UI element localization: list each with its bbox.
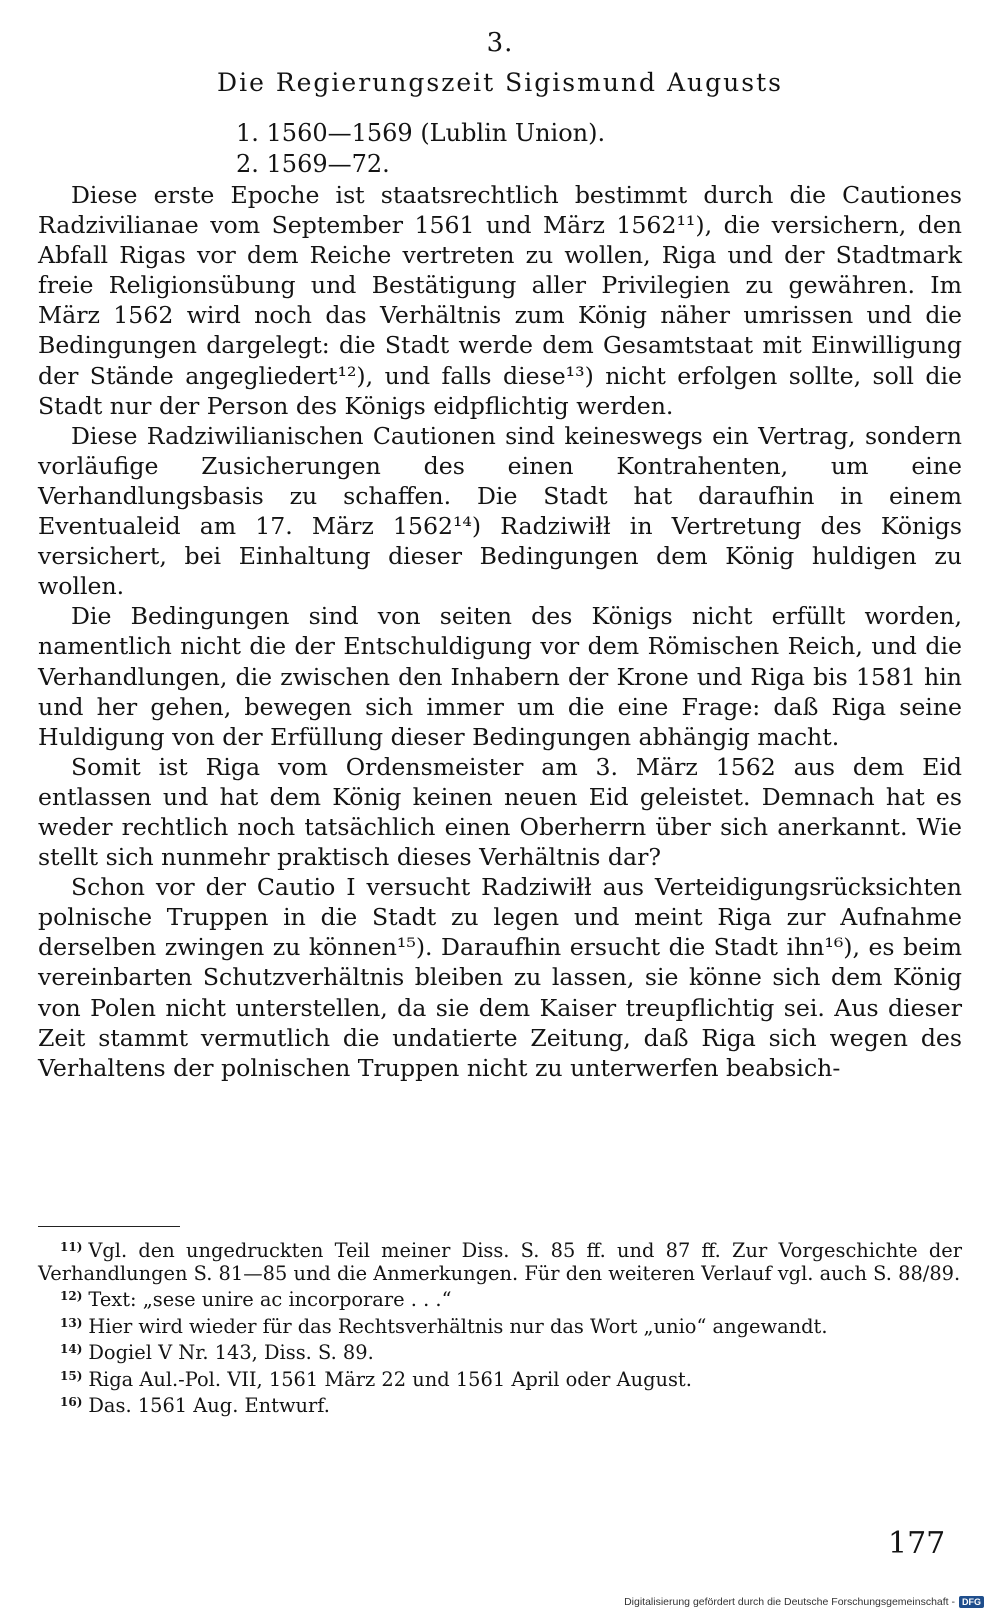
footnote-divider: [38, 1226, 180, 1227]
body-text: [38, 180, 962, 1083]
footnote-15: [38, 1365, 962, 1392]
footnote-text: Das. 1561 Aug. Entwurf.: [88, 1394, 330, 1417]
footnote-13: [38, 1312, 962, 1339]
footnote-mark: 15): [60, 1368, 83, 1383]
footnote-mark: 11): [60, 1240, 83, 1254]
paragraph-1: Diese erste Epoche ist staatsrechtlich bestimmt durch die Cautiones Radzivilianae vom September 1561 und März 1562¹¹), die versichern, den Abfall Rigas vor dem Reiche vertreten zu wollen, Riga und der Stadtmark freie Religionsübung und Bestätigung aller Privilegien zu gewähren. Im März 1562 wird noch das Verhältnis zum König näher umrissen und die Bedingungen dargelegt: die Stadt werde dem Gesamtstaat mit Einwilligung der Stände angegliedert¹²), und falls diese¹³) nicht erfolgen sollte, soll die Stadt nur der Person des Königs eidpflichtig werden.: [38, 181, 962, 420]
digitization-credit: [624, 1596, 984, 1608]
subheading-2: 2. 1569—72.: [236, 150, 390, 178]
chapter-title: Die Regierungszeit Sigismund Augusts: [217, 68, 783, 97]
subheadings: [236, 118, 836, 180]
page-number: 177: [888, 1526, 946, 1561]
paragraph-3: Die Bedingungen sind von seiten des Königs nicht erfüllt worden, namentlich nicht die der Entschuldigung vor dem Römischen Reich, und die Verhandlungen, die zwischen den Inhabern der Krone und Riga bis 1581 hin und her gehen, bewegen sich immer um die eine Frage: daß Riga seine Huldigung von der Erfüllung dieser Bedingungen abhängig macht.: [38, 602, 962, 751]
footnote-text: Hier wird wieder für das Rechtsverhältnis nur das Wort „unio“ angewandt.: [88, 1314, 828, 1338]
dfg-logo: DFG: [959, 1596, 984, 1608]
footnote-mark: 14): [60, 1342, 83, 1356]
footnotes: [38, 1236, 962, 1418]
footnote-text: Dogiel V Nr. 143, Diss. S. 89.: [88, 1341, 374, 1364]
footnote-14: [38, 1338, 962, 1365]
footnote-text: Riga Aul.-Pol. VII, 1561 März 22 und 1561 April oder August.: [88, 1367, 692, 1391]
subheading-1: 1. 1560—1569 (Lublin Union).: [236, 119, 606, 147]
paragraph-2: Diese Radziwilianischen Cautionen sind keineswegs ein Vertrag, sondern vorläufige Zusicherungen des einen Kontrahenten, um eine Verhandlungsbasis zu schaffen. Die Stadt hat daraufhin in einem Eventualeid am 17. März 1562¹⁴) Radziwiłł in Vertretung des Königs versichert, bei Einhaltung dieser Bedingungen dem König huldigen zu wollen.: [38, 421, 962, 601]
chapter-number: 3.: [486, 28, 514, 58]
footnote-12: [38, 1285, 962, 1312]
footnote-text: Vgl. den ungedruckten Teil meiner Diss. S. 85 ff. und 87 ff. Zur Vorgeschichte der Verhandlungen S. 81—85 und die Anmerkungen. Für den weiteren Verlauf vgl. auch S. 88/89.: [38, 1239, 962, 1285]
paragraph-4: Somit ist Riga vom Ordensmeister am 3. März 1562 aus dem Eid entlassen und hat dem König keinen neuen Eid geleistet. Demnach hat es weder rechtlich noch tatsächlich einen Oberherrn über sich anerkannt. Wie stellt sich nunmehr praktisch dieses Verhältnis dar?: [38, 752, 962, 872]
footnote-11: [38, 1236, 962, 1285]
footnote-text: Text: „sese unire ac incorporare . . .“: [88, 1288, 452, 1311]
footnote-mark: 13): [60, 1315, 83, 1330]
footnote-mark: 12): [60, 1289, 83, 1303]
credit-text: Digitalisierung gefördert durch die Deutsche Forschungsgemeinschaft -: [624, 1596, 955, 1608]
footnote-16: [38, 1391, 962, 1418]
paragraph-5: Schon vor der Cautio I versucht Radziwiłł aus Verteidigungsrücksichten polnische Truppen in die Stadt zu legen und meint Riga zur Aufnahme derselben zwingen zu können¹⁵). Daraufhin ersucht die Stadt ihn¹⁶), es beim vereinbarten Schutzverhältnis bleiben zu lassen, sie könne sich dem König von Polen nicht unterstellen, da sie dem Kaiser treupflichtig sei. Aus dieser Zeit stammt vermutlich die undatierte Zeitung, daß Riga sich wegen des Verhaltens der polnischen Truppen nicht zu unterwerfen beabsich-: [38, 873, 962, 1082]
footnote-mark: 16): [60, 1395, 83, 1409]
